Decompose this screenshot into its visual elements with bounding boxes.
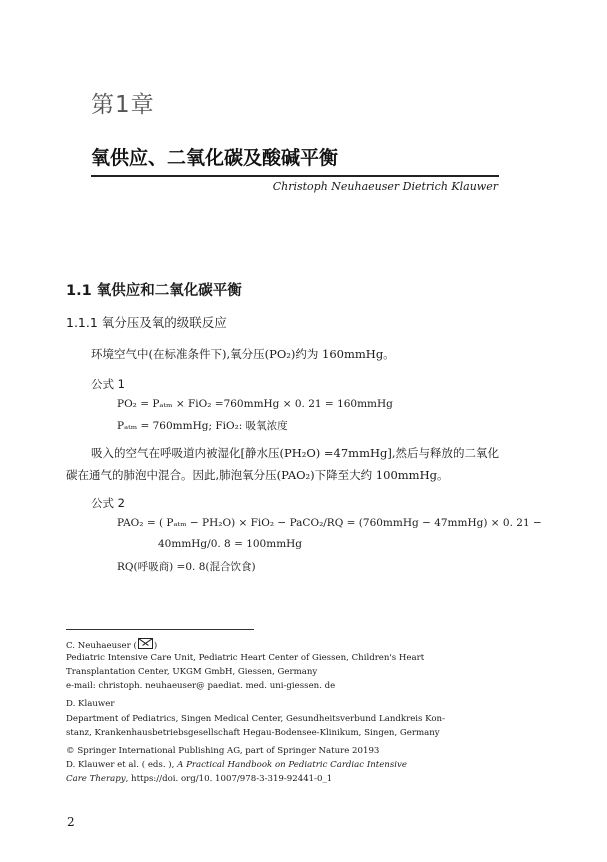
chapter-title: 氧供应、二氧化碳及酸碱平衡 xyxy=(91,147,339,169)
citation-book-title-1: A Practical Handbook on Pediatric Cardiac Intensive xyxy=(177,760,407,770)
paragraph-humidification-line-1: 吸入的空气在呼吸道内被湿化[静水压(PH₂O) =47mmHg],然后与释放的二氧化 xyxy=(91,446,500,460)
formula-2-line-3: RQ(呼吸商) =0. 8(混合饮食) xyxy=(117,561,256,573)
paragraph-ambient-air: 环境空气中(在标准条件下),氧分压(PO₂)约为 160mmHg。 xyxy=(91,347,395,361)
formula-1-line-2: Pₐₜₘ = 760mmHg; FiO₂: 吸氧浓度 xyxy=(117,420,288,432)
author-2-affiliation-line-2: stanz, Krankenhausbetriebsgesellschaft Hegau-Bodensee-Klinikum, Singen, Germany xyxy=(66,728,440,738)
chapter-authors: Christoph Neuhaeuser Dietrich Klauwer xyxy=(272,180,498,193)
citation-line-1 xyxy=(66,760,407,770)
author-1-affiliation-line-1: Pediatric Intensive Care Unit, Pediatric Heart Center of Giessen, Children's Heart xyxy=(66,653,425,663)
citation-prefix: D. Klauwer et al. ( eds. ), xyxy=(66,760,175,770)
formula-1-line-1: PO₂ = Pₐₜₘ × FiO₂ =760mmHg × 0. 21 = 160mmHg xyxy=(117,398,393,410)
formula-2-label: 公式 2 xyxy=(91,496,125,510)
author-1-name-close: ) xyxy=(153,641,158,651)
citation-line-2 xyxy=(66,774,332,784)
author-1-name-line xyxy=(66,638,157,651)
envelope-icon[interactable] xyxy=(138,638,153,649)
chapter-number: 第1章 xyxy=(91,92,155,118)
footnote-rule xyxy=(66,629,254,630)
author-1-affiliation-line-2: Transplantation Center, UKGM GmbH, Giessen, Germany xyxy=(66,667,318,677)
section-heading: 1.1 氧供应和二氧化碳平衡 xyxy=(66,283,242,299)
formula-2-line-2: 40mmHg/0. 8 = 100mmHg xyxy=(158,538,303,550)
author-2-name: D. Klauwer xyxy=(66,699,115,709)
author-1-name: C. Neuhaeuser ( xyxy=(66,641,137,651)
page-number: 2 xyxy=(67,815,75,829)
author-2-affiliation-line-1: Department of Pediatrics, Singen Medical Center, Gesundheitsverbund Landkreis Kon- xyxy=(66,714,445,724)
author-1-email[interactable]: e-mail: christoph. neuhaeuser@ paediat. med. uni-giessen. de xyxy=(66,681,336,691)
formula-1-label: 公式 1 xyxy=(91,377,125,391)
citation-book-title-2: Care Therapy xyxy=(66,774,126,784)
copyright-line: © Springer International Publishing AG, part of Springer Nature 20193 xyxy=(66,746,380,756)
formula-2-line-1: PAO₂ = ( Pₐₜₘ − PH₂O) × FiO₂ − PaCO₂/RQ = (760mmHg − 47mmHg) × 0. 21 − xyxy=(117,517,542,529)
subsection-heading: 1.1.1 氧分压及氧的级联反应 xyxy=(66,315,227,330)
citation-doi[interactable]: , https://doi. org/10. 1007/978-3-319-92441-0_1 xyxy=(125,774,333,784)
paragraph-humidification-line-2: 碳在通气的肺泡中混合。因此,肺泡氧分压(PAO₂)下降至大约 100mmHg。 xyxy=(66,468,449,482)
title-rule xyxy=(91,175,499,177)
